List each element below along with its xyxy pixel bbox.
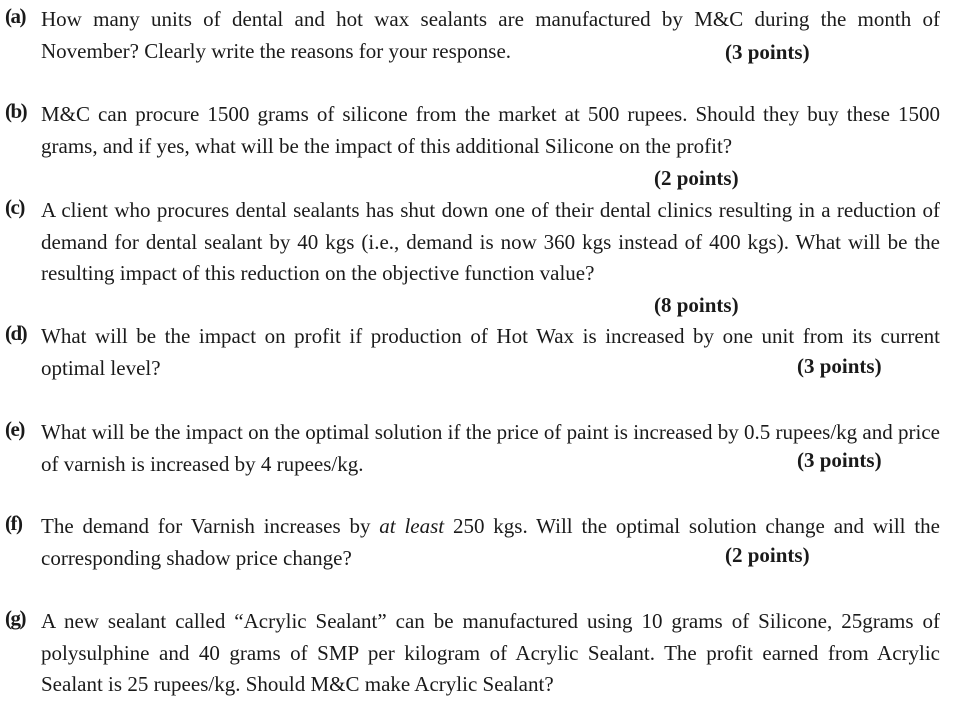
points-badge: (3 points): [797, 448, 882, 472]
points-badge: (2 points): [654, 166, 739, 190]
points-badge: (8 points): [654, 293, 739, 317]
points-badge: (3 points): [725, 40, 810, 64]
question-text: How many units of dental and hot wax sealants are manufactured by M&C during the month of November? Clearly write the reasons for your response.: [41, 7, 940, 63]
question-text-start: The demand for Varnish increases by: [41, 514, 380, 538]
question-text: M&C can procure 1500 grams of silicone from the market at 500 rupees. Should they buy these 1500 grams, and if yes, what will be the impact of this additional Silicone on the profit?: [41, 102, 940, 158]
question-text: What will be the impact on the optimal solution if the price of paint is increased by 0.5 rupees/kg and price of varnish is increased by 4 rupees/kg.: [41, 420, 940, 476]
question-text: A client who procures dental sealants has shut down one of their dental clinics resulting in a reduction of demand for dental sealant by 40 kgs (i.e., demand is now 360 kgs instead of 400 kgs). What will be the resulting impact of this reduction on the objective function value?: [41, 198, 940, 285]
points-badge: (2 points): [725, 543, 810, 567]
question-label: (a): [5, 4, 25, 28]
emphasis-text: at least: [379, 514, 445, 538]
question-label: (g): [5, 606, 25, 630]
question-text: A new sealant called “Acrylic Sealant” can be manufactured using 10 grams of Silicone, 25grams of polysulphine and 40 grams of SMP per kilogram of Acrylic Sealant. The profit earned from Acrylic Sealant is 25 rupees/kg. Should M&C make Acrylic Sealant?: [41, 609, 940, 696]
question-label: (b): [5, 99, 27, 123]
question-label: (f): [5, 511, 22, 535]
question-text-end: 250 kgs. Will the optimal solution change and will the corresponding shadow price change?: [41, 514, 940, 570]
points-badge: (3 points): [797, 354, 882, 378]
question-text: What will be the impact on profit if production of Hot Wax is increased by one unit from its current optimal level?: [41, 324, 940, 380]
question-label: (c): [5, 195, 24, 219]
question-label: (e): [5, 417, 24, 441]
question-label: (d): [5, 321, 27, 345]
